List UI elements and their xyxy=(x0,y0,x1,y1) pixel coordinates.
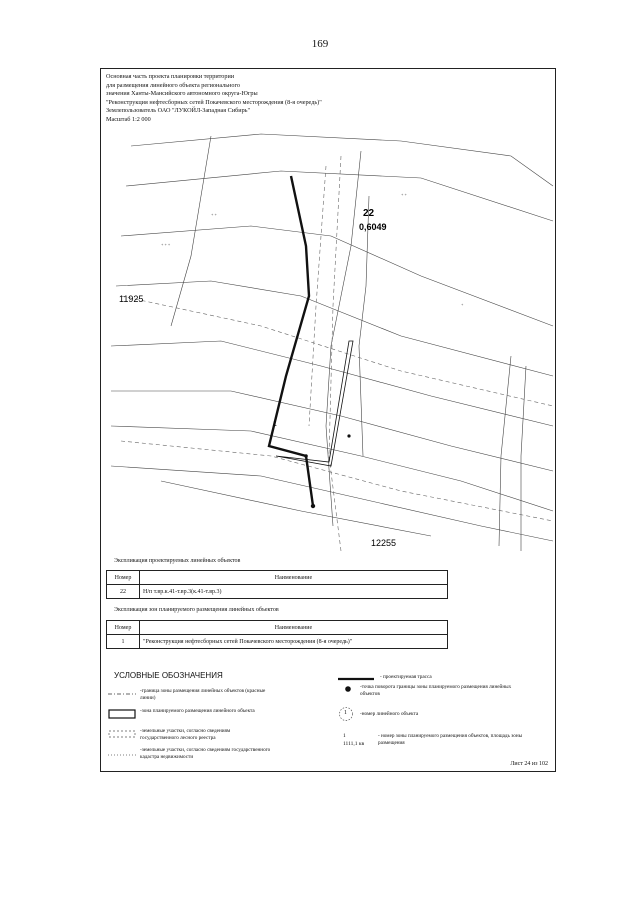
title-line: Основная часть проекта планировки территории xyxy=(106,73,235,80)
svg-text:+ + +: + + + xyxy=(161,242,171,247)
title-line: Масштаб 1:2 000 xyxy=(106,115,151,123)
turning-point-marker xyxy=(304,454,308,458)
linear-objects-table xyxy=(106,570,448,599)
page-number: 169 xyxy=(311,38,329,50)
turning-point-marker xyxy=(311,504,315,508)
table-cell: Н/п т.вр.к.41-т.вр.3(к.41-т.вр.3) xyxy=(140,585,448,599)
legend-text: -номер линейного объекта xyxy=(360,711,419,717)
parcel-boundary xyxy=(326,151,361,526)
legend-symbol-red-line xyxy=(108,691,136,697)
area-label-12255: 12255 xyxy=(371,538,397,548)
parcel-boundary xyxy=(171,136,211,326)
plot-number-label: 22 xyxy=(363,208,375,219)
legend-symbol-turning-point xyxy=(343,684,353,694)
legend-text: -граница зоны размещения линейных объектов (красные линии) xyxy=(140,688,266,701)
legend-symbol-route xyxy=(338,676,374,682)
svg-text:+ +: + + xyxy=(401,192,407,197)
parcel-boundary xyxy=(111,466,553,541)
legend-title: УСЛОВНЫЕ ОБОЗНАЧЕНИЯ xyxy=(114,671,223,680)
zones-table xyxy=(106,620,448,649)
table-header: Наименование xyxy=(140,621,448,635)
zone-marker-label: 1 xyxy=(273,421,277,428)
legend-symbol-forest xyxy=(108,730,136,738)
table2-caption: Экспликация зон планируемого размещения линейных объектов xyxy=(114,607,279,613)
legend-symbol-zone xyxy=(108,709,136,719)
table-header: Номер xyxy=(107,621,140,635)
title-line: для размещения линейного объекта регионального xyxy=(106,81,240,89)
parcel-boundary xyxy=(121,226,553,326)
legend-zone-code: 1111,1 кв xyxy=(343,741,365,747)
legend-zone-code: 1 xyxy=(343,733,346,739)
plot-area-label: 0,6049 xyxy=(359,222,387,232)
legend-text: - проектируемая трасса xyxy=(380,674,432,680)
title-line: значения Ханты-Мансийского автономного округа-Югры xyxy=(106,90,258,98)
legend-text: -точка поворота границы зоны планируемого размещения линейных объектов xyxy=(360,684,512,697)
parcel-boundary xyxy=(499,356,511,546)
table-cell: 1 xyxy=(107,635,140,649)
svg-text:+: + xyxy=(461,302,464,307)
svg-text:+ +: + + xyxy=(211,212,217,217)
sheet-label: Лист 24 из 102 xyxy=(510,761,548,767)
table1-caption: Экспликация проектируемых линейных объектов xyxy=(114,558,241,564)
legend-text: - номер зоны планируемого размещения объектов, площадь зоны размещения xyxy=(378,733,523,746)
title-line: "Реконструкция нефтесборных сетей Покачевского месторождения (8-я очередь)" xyxy=(106,98,322,106)
legend-text: -зона планируемого размещения линейного объекта xyxy=(140,708,255,714)
legend-text: -земельные участки, согласно сведениям государственного кадастра недвижимости xyxy=(140,747,271,760)
table-cell: "Реконструкция нефтесборных сетей Покачевского месторождения (8-я очередь)" xyxy=(140,635,448,649)
placement-zone-boundary xyxy=(276,341,353,466)
title-block xyxy=(106,73,446,125)
cadastral-line xyxy=(121,441,553,521)
parcel-boundary xyxy=(521,366,526,551)
map-drawing xyxy=(101,126,555,556)
turning-point-marker xyxy=(347,434,350,437)
legend-marker-number: 1 xyxy=(344,710,347,716)
parcel-boundary xyxy=(161,481,431,536)
area-label-11925: 11925 xyxy=(119,294,144,304)
legend-text: -земельные участки, согласно сведениям государственного лесного реестра xyxy=(140,728,231,741)
cadastral-line xyxy=(121,296,553,406)
legend-symbol-cadastre xyxy=(108,751,136,759)
cadastral-line xyxy=(309,166,326,426)
table-header: Номер xyxy=(107,571,140,585)
table-header: Наименование xyxy=(140,571,448,585)
parcel-boundary xyxy=(111,426,553,511)
parcel-boundary xyxy=(131,134,553,186)
table-cell: 22 xyxy=(107,585,140,599)
title-line: Землепользователь ОАО "ЛУКОЙЛ-Западная Сибирь" xyxy=(106,107,251,115)
parcel-boundary xyxy=(359,196,369,456)
